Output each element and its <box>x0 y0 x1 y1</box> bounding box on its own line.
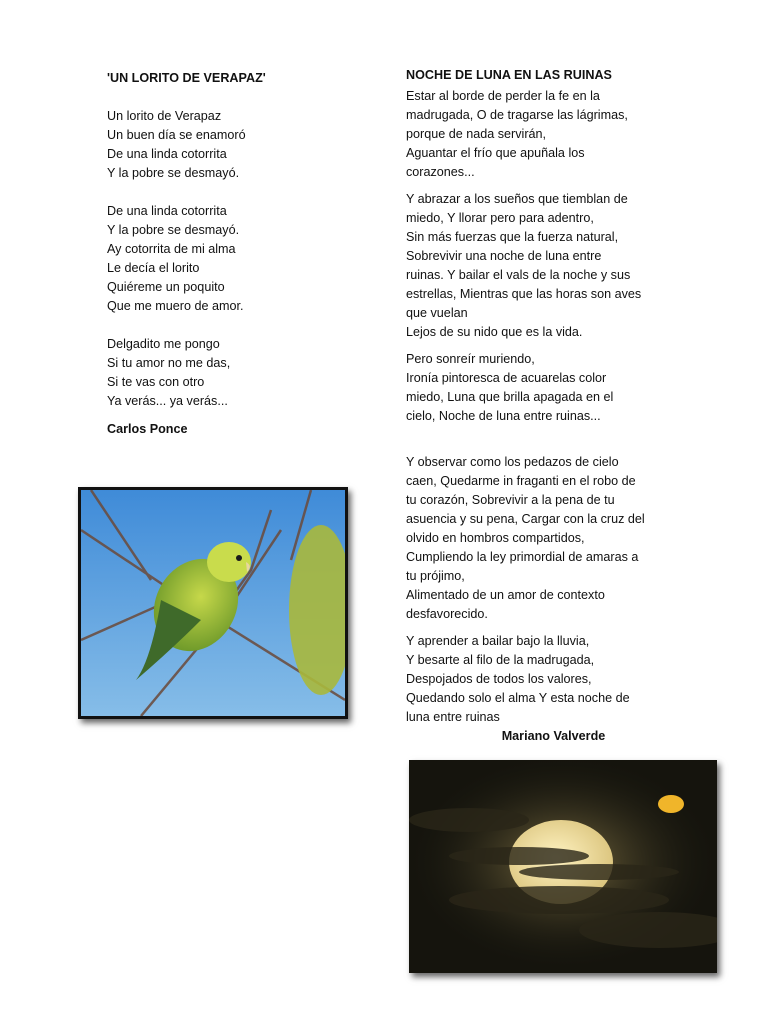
poem-body <box>406 87 671 727</box>
poem-author: Carlos Ponce <box>107 422 188 436</box>
poem-line: Y abrazar a los sueños que tiemblan de <box>406 192 628 206</box>
poem-line: estrellas, Mientras que las horas son aves <box>406 287 642 301</box>
poem-line: ruinas. Y bailar el vals de la noche y sus <box>406 268 631 282</box>
poem-line: Alimentado de un amor de contexto <box>406 588 605 602</box>
poem-line: miedo, Luna que brilla apagada en el <box>406 390 614 404</box>
poem-paragraph <box>406 350 671 426</box>
poem-line: luna entre ruinas <box>406 710 500 724</box>
poem-line: Y observar como los pedazos de cielo <box>406 455 619 469</box>
poem-title: NOCHE DE LUNA EN LAS RUINAS <box>406 68 612 82</box>
right-poem <box>406 66 671 746</box>
parrot-image <box>78 487 348 719</box>
poem-line: Estar al borde de perder la fe en la <box>406 89 600 103</box>
poem-author: Mariano Valverde <box>501 729 606 743</box>
poem-line: que vuelan <box>406 306 468 320</box>
poem-stanza <box>107 107 357 183</box>
left-poem <box>107 69 357 439</box>
poem-line: tu corazón, Sobrevivir a la pena de tu <box>406 493 615 507</box>
poem-line: Pero sonreír muriendo, <box>406 352 535 366</box>
poem-line: cielo, Noche de luna entre ruinas... <box>406 409 601 423</box>
poem-line: Un buen día se enamoró <box>107 128 246 142</box>
poem-line: Sin más fuerzas que la fuerza natural, <box>406 230 619 244</box>
poem-line: desfavorecido. <box>406 607 488 621</box>
poem-line: De una linda cotorrita <box>107 204 227 218</box>
moon-image <box>409 760 717 973</box>
poem-line: madrugada, O de tragarse las lágrimas, <box>406 108 628 122</box>
poem-stanza <box>107 335 357 411</box>
poem-paragraph <box>406 434 671 624</box>
poem-line: miedo, Y llorar pero para adentro, <box>406 211 594 225</box>
poem-line: Si tu amor no me das, <box>107 356 231 370</box>
poem-body <box>107 107 357 411</box>
poem-line: Y la pobre se desmayó. <box>107 223 240 237</box>
poem-line: Lejos de su nido que es la vida. <box>406 325 583 339</box>
poem-line: Y besarte al filo de la madrugada, <box>406 653 595 667</box>
poem-line: Un lorito de Verapaz <box>107 109 222 123</box>
poem-line: Despojados de todos los valores, <box>406 672 592 686</box>
poem-line: Ay cotorrita de mi alma <box>107 242 236 256</box>
poem-line: Ironía pintoresca de acuarelas color <box>406 371 607 385</box>
poem-line <box>406 434 671 453</box>
poem-line: Quiéreme un poquito <box>107 280 225 294</box>
poem-line: Si te vas con otro <box>107 375 205 389</box>
poem-line: Y aprender a bailar bajo la lluvia, <box>406 634 590 648</box>
poem-line: Aguantar el frío que apuñala los <box>406 146 585 160</box>
poem-paragraph <box>406 632 671 727</box>
poem-line: Ya verás... ya verás... <box>107 394 228 408</box>
poem-line: Quedando solo el alma Y esta noche de <box>406 691 630 705</box>
poem-line: tu prójimo, <box>406 569 465 583</box>
poem-line: porque de nada servirán, <box>406 127 547 141</box>
poem-stanza <box>107 202 357 316</box>
poem-line: olvido en hombros compartidos, <box>406 531 585 545</box>
poem-paragraph <box>406 190 671 342</box>
poem-line: asuencia y su pena, Cargar con la cruz del <box>406 512 645 526</box>
poem-line: Cumpliendo la ley primordial de amaras a <box>406 550 639 564</box>
poem-line: De una linda cotorrita <box>107 147 227 161</box>
poem-paragraph <box>406 87 671 182</box>
poem-title: 'UN LORITO DE VERAPAZ' <box>107 71 266 85</box>
poem-line: corazones... <box>406 165 475 179</box>
poem-line: caen, Quedarme in fraganti en el robo de <box>406 474 636 488</box>
poem-line: Que me muero de amor. <box>107 299 244 313</box>
poem-line: Y la pobre se desmayó. <box>107 166 240 180</box>
poem-line: Sobrevivir una noche de luna entre <box>406 249 602 263</box>
poem-line: Le decía el lorito <box>107 261 200 275</box>
poem-line: Delgadito me pongo <box>107 337 220 351</box>
